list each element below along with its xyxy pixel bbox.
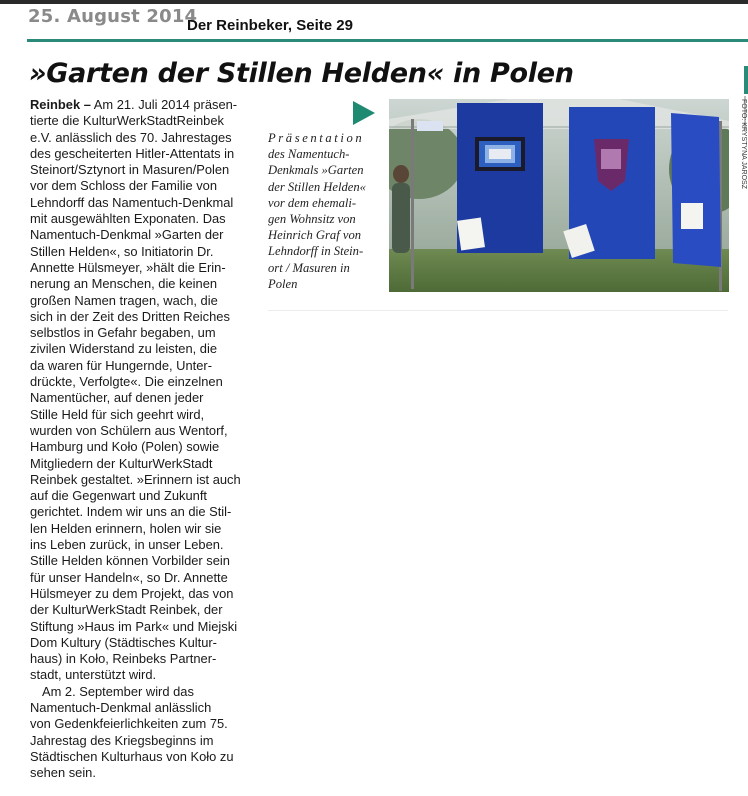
caption-line: des Namentuch-	[268, 147, 350, 162]
body-line: tierte die KulturWerkStadtReinbek	[30, 113, 224, 129]
caption-line: gen Wohnsitz von	[268, 212, 356, 227]
top-bar	[0, 0, 748, 4]
body-line: sich in der Zeit des Dritten Reiches	[30, 308, 230, 324]
body-line: Jahrestag des Kriegsbeginns im	[30, 732, 214, 748]
article-headline: »Garten der Stillen Helden« in Polen	[29, 58, 574, 89]
body-line: der KulturWerkStadt Reinbek, der	[30, 602, 223, 618]
body-line: wurden von Schülern aus Wentorf,	[30, 422, 228, 438]
caption-line: der Stillen Helden«	[268, 179, 366, 194]
body-line: Dom Kultury (Städtisches Kultur-	[30, 634, 217, 650]
body-line: Namentücher, auf denen jeder	[30, 390, 204, 406]
body-line: mit ausgewählten Exponaten. Das	[30, 211, 226, 227]
body-line: gerichtet. Indem wir uns an die Stil-	[30, 504, 232, 520]
body-line: von Gedenkfeierlichkeiten zum 75.	[30, 716, 228, 732]
body-line: Stille Helden können Vorbilder sein	[30, 553, 230, 569]
body-line: Namentuch-Denkmal anlässlich	[30, 699, 212, 715]
caption-line: Lehndorff in Stein-	[268, 244, 364, 259]
article-body	[30, 97, 260, 781]
body-line: sehen sein.	[30, 765, 96, 781]
body-line: auf die Gegenwart und Zukunft	[30, 488, 208, 504]
body-line: Reinbek – Am 21. Juli 2014 präsen-	[30, 97, 238, 112]
body-line: Namentuch-Denkmal »Garten der	[30, 227, 224, 243]
body-line: für unser Handeln«, so Dr. Annette	[30, 569, 228, 585]
caption-line: Präsentation	[268, 131, 365, 145]
body-line: Stillen Helden«, so Initiatorin Dr.	[30, 243, 214, 259]
body-line: ins Leben zurück, in unser Leben.	[30, 537, 224, 553]
publication-source: Der Reinbeker, Seite 29	[187, 17, 353, 34]
body-line: Steinort/Sztynort in Masuren/Polen	[30, 162, 230, 178]
caption-line: Heinrich Graf von	[268, 228, 362, 243]
body-line: des gescheiterten Hitler-Attentats in	[30, 145, 235, 161]
body-line: nerung an Menschen, die keinen	[30, 276, 218, 292]
body-line: Stiftung »Haus im Park« und Miejski	[30, 618, 238, 634]
caption-line: vor dem ehemali-	[268, 195, 357, 210]
body-line: Annette Hülsmeyer, »hält die Erin-	[30, 259, 226, 275]
body-line: selbstlos in Gefahr begaben, um	[30, 325, 216, 341]
margin-marker	[744, 66, 748, 94]
body-line: Städtischen Kulturhaus von Koło zu	[30, 748, 234, 764]
body-line: großen Namen tragen, wach, die	[30, 292, 218, 308]
body-line: Mitgliedern der KulturWerkStadt	[30, 455, 213, 471]
issue-date: 25. August 2014	[28, 6, 198, 27]
body-line: drückte, Verfolgte«. Die einzelnen	[30, 374, 223, 390]
body-line: Hülsmeyer zu dem Projekt, das von	[30, 585, 234, 601]
banner	[671, 113, 721, 267]
body-line: vor dem Schloss der Familie von	[30, 178, 217, 194]
body-line: da waren für Hungernde, Unter-	[30, 357, 212, 373]
photo-caption	[268, 130, 386, 292]
column-rule	[268, 310, 728, 311]
caption-line: ort / Masuren in	[268, 260, 350, 275]
caption-line: Polen	[268, 276, 298, 291]
body-line: stadt, unterstützt wird.	[30, 667, 157, 683]
header-rule	[27, 39, 748, 42]
body-line: Stille Held für sich geehrt wird,	[30, 406, 205, 422]
photo-credit: FOTO: KRYSTYNA JAROSZ	[740, 99, 747, 189]
body-line: zivilen Widerstand zu leisten, die	[30, 341, 218, 357]
body-line: Reinbek gestaltet. »Erinnern ist auch	[30, 471, 241, 487]
body-line: len Helden erinnern, holen wir sie	[30, 520, 222, 536]
body-line: Hamburg und Koło (Polen) sowie	[30, 439, 220, 455]
caption-arrow-icon	[353, 101, 375, 125]
article-photo	[389, 99, 729, 292]
body-line: Am 2. September wird das	[42, 683, 194, 699]
caption-line: Denkmals »Garten	[268, 163, 364, 178]
body-line: Lehndorff das Namentuch-Denkmal	[30, 194, 234, 210]
body-line: e.V. anlässlich des 70. Jahrestages	[30, 129, 232, 145]
body-line: haus) in Koło, Reinbeks Partner-	[30, 651, 217, 667]
article-lead: Reinbek –	[30, 97, 91, 112]
